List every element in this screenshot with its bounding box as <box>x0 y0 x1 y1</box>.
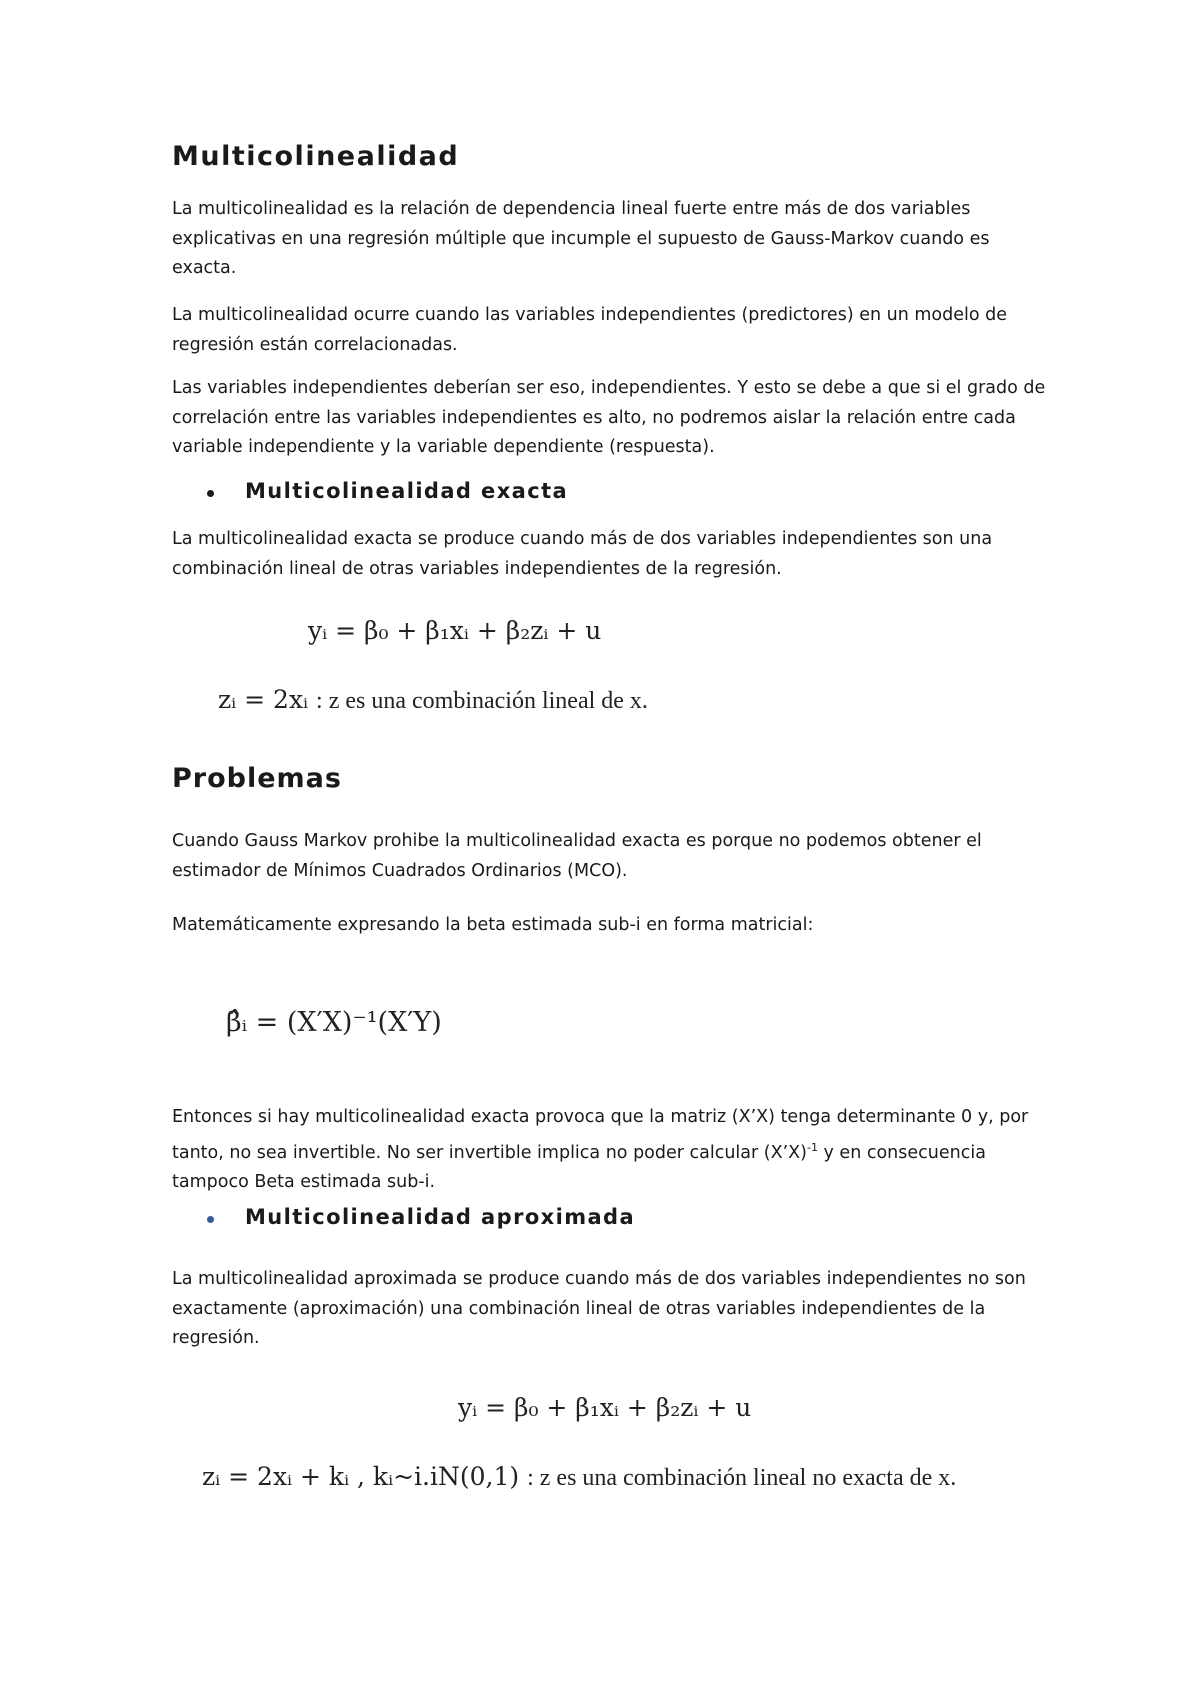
title-problemas: Problemas <box>172 763 342 794</box>
subtitle-aproximada: Multicolinealidad aproximada <box>245 1205 636 1229</box>
equation-z-aproximada <box>202 1462 956 1492</box>
bullet-icon <box>207 490 214 497</box>
equation-beta-hat: β̂ᵢ = (X′X)⁻¹(X′Y) <box>226 1007 442 1038</box>
equation-model-1: yᵢ = β₀ + β₁xᵢ + β₂zᵢ + u <box>308 616 602 645</box>
paragraph-exacta: La multicolinealidad exacta se produce cuando más de dos variables independientes son una combinación lineal de otras variables independientes de la regresión. <box>172 529 993 579</box>
paragraph-problemas: Cuando Gauss Markov prohibe la multicolinealidad exacta es porque no podemos obtener el estimador de Mínimos Cuadrados Ordinarios (MCO). <box>172 831 982 881</box>
paragraph-invertible-text-a: Entonces si hay multicolinealidad exacta provoca que la matriz (X’X) tenga determinante 0 y, por tanto, no sea invertible. No ser invertible implica no poder calcular (X’X) <box>172 1107 1029 1163</box>
equation-z-formula: zᵢ = 2xᵢ <box>218 685 309 714</box>
equation-z-note: : z es una combinación lineal no exacta de x. <box>527 1465 957 1491</box>
paragraph-definition: La multicolinealidad es la relación de dependencia lineal fuerte entre más de dos variables explicativas en una regresión múltiple que incumple el supuesto de Gauss-Markov cuando es exacta. <box>172 199 990 278</box>
paragraph-invertible <box>172 1103 1052 1198</box>
paragraph-independence: Las variables independientes deberían ser eso, independientes. Y esto se debe a que si el grado de correlación entre las variables independientes es alto, no podremos aislar la relación entre cada variable independiente y la variable dependiente (respuesta). <box>172 378 1046 457</box>
paragraph-occurrence: La multicolinealidad ocurre cuando las variables independientes (predictores) en un modelo de regresión están correlacionadas. <box>172 305 1008 355</box>
paragraph-aproximada: La multicolinealidad aproximada se produce cuando más de dos variables independientes no son exactamente (aproximación) una combinación lineal de otras variables independientes de la regresión. <box>172 1269 1026 1348</box>
title-multicolinealidad: Multicolinealidad <box>172 141 460 172</box>
bullet-icon <box>207 1216 214 1223</box>
equation-z-note: : z es una combinación lineal de x. <box>316 688 648 714</box>
equation-model-2: yᵢ = β₀ + β₁xᵢ + β₂zᵢ + u <box>458 1393 752 1422</box>
paragraph-invertible-text-b: y en consecuencia tampoco Beta estimada sub-i. <box>172 1142 986 1192</box>
paragraph-matricial: Matemáticamente expresando la beta estimada sub-i en forma matricial: <box>172 915 814 935</box>
inverse-exponent: -1 <box>806 1140 818 1154</box>
subtitle-exacta: Multicolinealidad exacta <box>245 479 569 503</box>
equation-z-formula: zᵢ = 2xᵢ + kᵢ , kᵢ~i.iN(0,1) <box>202 1462 520 1491</box>
equation-z-exacta <box>218 685 648 715</box>
